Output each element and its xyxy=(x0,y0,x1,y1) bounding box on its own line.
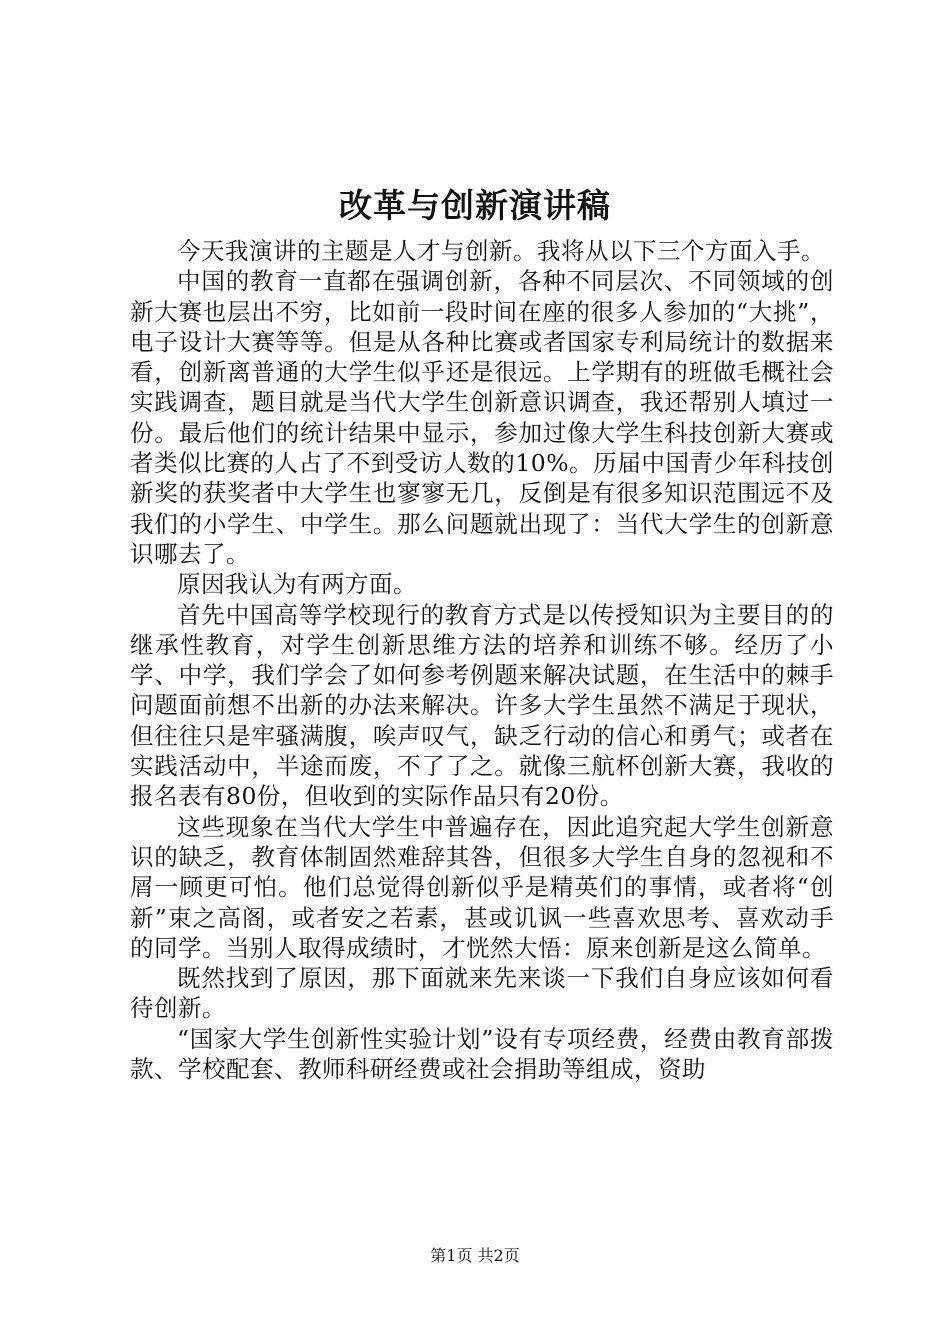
paragraph: 既然找到了原因，那下面就来先来谈一下我们自身应该如何看待创新。 xyxy=(130,964,834,1023)
document-body xyxy=(130,236,834,1084)
paragraph: “国家大学生创新性实验计划”设有专项经费，经费由教育部拨款、学校配套、教师科研经费或社会捐助等组成，资助 xyxy=(130,1024,834,1084)
paragraph: 首先中国高等学校现行的教育方式是以传授知识为主要目的的继承性教育，对学生创新思维方法的培养和训练不够。经历了小学、中学，我们学会了如何参考例题来解决试题，在生活中的棘手问题面前想不出新的办法来解决。许多大学生虽然不满足于现状，但往往只是牢骚满腹，唉声叹气，缺乏行动的信心和勇气；或者在实践活动中，半途而废，不了了之。就像三航杯创新大赛，我收的报名表有80份，但收到的实际作品只有20份。 xyxy=(130,600,834,811)
paragraph: 原因我认为有两方面。 xyxy=(177,570,417,599)
paragraph: 今天我演讲的主题是人才与创新。我将从以下三个方面入手。 xyxy=(177,237,825,265)
page-footer: 第1页 共2页 xyxy=(430,1246,520,1265)
document-title: 改革与创新演讲稿 xyxy=(339,186,611,225)
paragraph: 这些现象在当代大学生中普遍存在，因此追究起大学生创新意识的缺乏，教育体制固然难辞其咎，但很多大学生自身的忽视和不屑一顾更可怕。他们总觉得创新似乎是精英们的事情，或者将“创新”束之高阁，或者安之若素，甚或讥讽一些喜欢思考、喜欢动手的同学。当别人取得成绩时，才恍然大悟：原来创新是这么简单。 xyxy=(130,812,834,962)
paragraph: 中国的教育一直都在强调创新，各种不同层次、不同领域的创新大赛也层出不穷，比如前一段时间在座的很多人参加的“大挑”，电子设计大赛等等。但是从各种比赛或者国家专利局统计的数据来看，创新离普通的大学生似乎还是很远。上学期有的班做毛概社会实践调查，题目就是当代大学生创新意识调查，我还帮别人填过一份。最后他们的统计结果中显示，参加过像大学生科技创新大赛或者类似比赛的人占了不到受访人数的10%。历届中国青少年科技创新奖的获奖者中大学生也寥寥无几，反倒是有很多知识范围远不及我们的小学生、中学生。那么问题就出现了：当代大学生的创新意识哪去了。 xyxy=(130,267,834,568)
